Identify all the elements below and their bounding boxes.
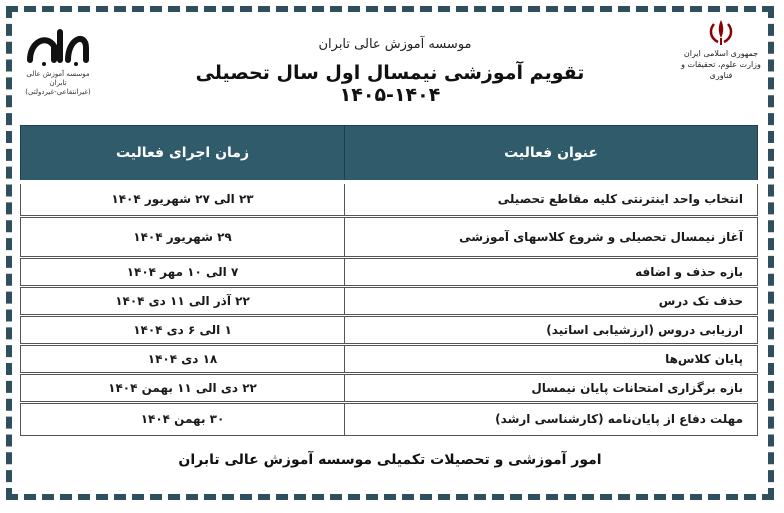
header (0, 0, 784, 120)
left-logo-caption-line2: (غیرانتفاعی-غیردولتی) (25, 88, 91, 96)
activity-cell: مهلت دفاع از پایان‌نامه (کارشناسی ارشد) (345, 402, 758, 435)
time-cell: ۳۰ بهمن ۱۴۰۴ (21, 402, 345, 435)
activity-cell: آغاز نیمسال تحصیلی و شروع کلاسهای آموزشی (345, 216, 758, 257)
time-cell: ۱۸ دی ۱۴۰۴ (21, 344, 345, 373)
left-logo-caption (18, 70, 98, 97)
table-header-row (21, 126, 758, 183)
activity-cell: ارزیابی دروس (ارزشیابی اساتید) (345, 315, 758, 344)
academic-calendar-table (20, 125, 758, 436)
table-row (21, 315, 758, 344)
time-cell: ۱ الی ۶ دی ۱۴۰۴ (21, 315, 345, 344)
ministry-caption-line2: وزارت علوم، تحقیقات و فناوری (681, 60, 761, 80)
table-row (21, 182, 758, 216)
table-row (21, 216, 758, 257)
activity-cell: حذف تک درس (345, 286, 758, 315)
ministry-logo (676, 18, 766, 84)
tabaran-logo (18, 24, 98, 96)
header-activity: عنوان فعالیت (345, 126, 758, 183)
activity-cell: بازه حذف و اضافه (345, 257, 758, 286)
time-cell: ۲۲ آذر الی ۱۱ دی ۱۴۰۴ (21, 286, 345, 315)
time-cell: ۲۹ شهریور ۱۴۰۴ (21, 216, 345, 257)
table-row (21, 344, 758, 373)
time-cell: ۲۳ الی ۲۷ شهریور ۱۴۰۴ (21, 182, 345, 216)
page-title: تقویم آموزشی نیمسال اول سال تحصیلی ۱۴۰۴-۱۴۰۵ (195, 62, 585, 106)
table-row (21, 373, 758, 402)
time-cell: ۲۲ دی الی ۱۱ بهمن ۱۴۰۴ (21, 373, 345, 402)
activity-cell: پایان کلاس‌ها (345, 344, 758, 373)
table-row (21, 286, 758, 315)
ministry-caption-line1: جمهوری اسلامی ایران (683, 49, 759, 58)
footer-signature: امور آموزشی و تحصیلات تکمیلی موسسه آموزش عالی تابران (178, 452, 602, 468)
header-time: زمان اجرای فعالیت (21, 126, 345, 183)
activity-cell: انتخاب واحد اینترنتی کلیه مقاطع تحصیلی (345, 182, 758, 216)
table-row (21, 402, 758, 435)
time-cell: ۷ الی ۱۰ مهر ۱۴۰۴ (21, 257, 345, 286)
ministry-caption (676, 48, 766, 81)
activity-cell: بازه برگزاری امتحانات پایان نیمسال (345, 373, 758, 402)
left-logo-caption-line1: موسسه آموزش عالی تابران (26, 70, 90, 87)
tabaran-logo-icon (24, 24, 92, 68)
table-row (21, 257, 758, 286)
institution-name: موسسه آموزش عالی تابران (318, 37, 472, 52)
iran-emblem-icon (706, 18, 736, 46)
